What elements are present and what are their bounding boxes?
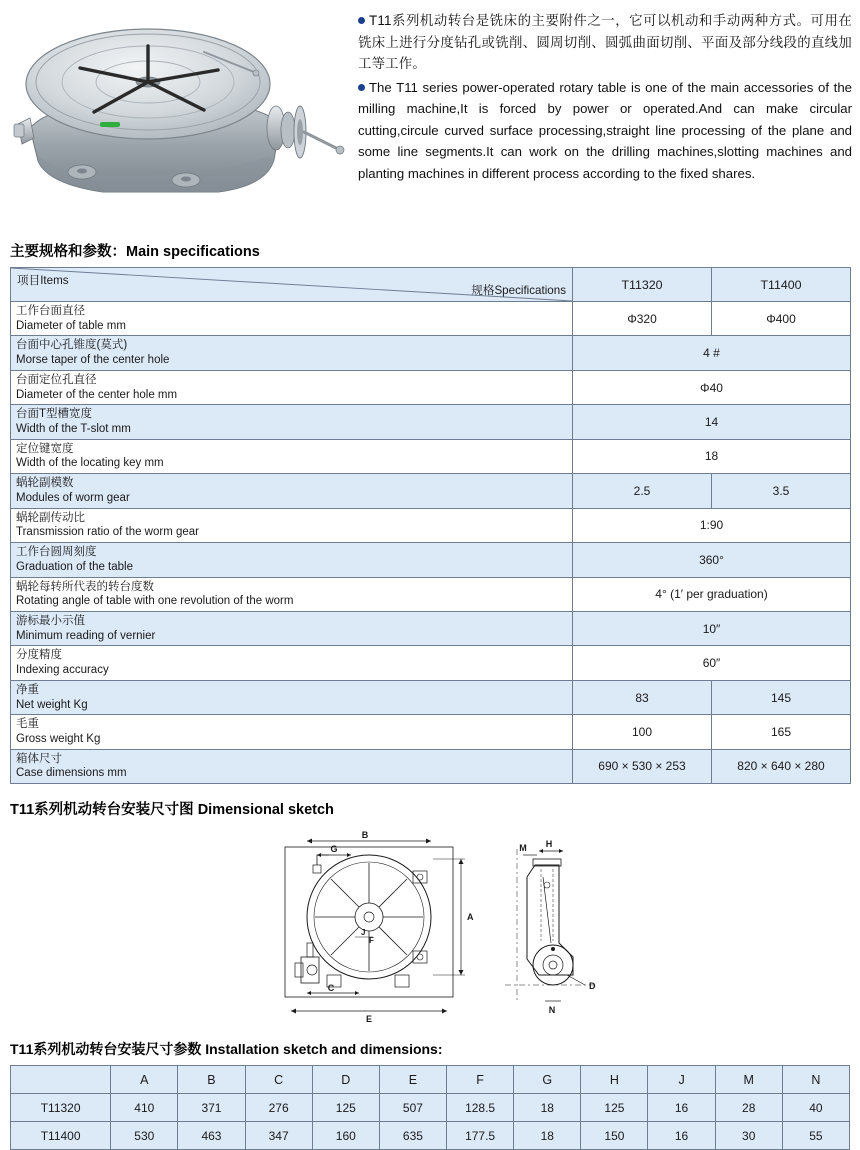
spec-item-en: Indexing accuracy [16,664,109,677]
spec-item [11,508,573,542]
spec-value-t11320: 2.5 [573,474,712,508]
installation-dimensions-table [10,1065,850,1150]
table-row [11,646,851,680]
dim-cell-m: 30 [715,1122,782,1150]
dimensional-sketch-drawing [255,825,635,1025]
spec-value-t11400: 165 [712,715,851,749]
dim-header-a: A [111,1066,178,1094]
spec-value-shared: 60″ [573,646,851,680]
dim-cell-f: 128.5 [447,1094,514,1122]
dim-cell-n: 55 [782,1122,849,1150]
dim-header-e: E [379,1066,446,1094]
sketch-label-j: J [361,928,366,938]
dim-cell-a: 530 [111,1122,178,1150]
spec-item [11,543,573,577]
dim-cell-e: 635 [379,1122,446,1150]
spec-value-t11400: Φ400 [712,302,851,336]
spec-item-en: Net weight Kg [16,698,88,711]
spec-item-cn: 箱体尺寸 [16,752,62,765]
spec-value-shared: 1:90 [573,508,851,542]
dim-cell-b: 371 [178,1094,245,1122]
dim-cell-a: 410 [111,1094,178,1122]
description-english-text: The T11 series power-operated rotary table is one of the main accessories of the milling machine,It is forced by power or operated.And can make circular cutting,circule curved surface processing,straight line processing of the plane and some line segments.It can work on the drilling machines,slotting machines and planting machines in different process according to the fixed shares. [358,80,852,181]
spec-header-diagonal-cell [11,268,573,302]
table-row [11,611,851,645]
dim-cell-j: 16 [648,1122,715,1150]
spec-item-cn: 分度精度 [16,649,62,662]
table-row [11,1094,850,1122]
spec-item-cn: 台面定位孔直径 [16,373,97,386]
sketch-label-m: M [519,843,527,854]
dim-cell-f: 177.5 [447,1122,514,1150]
spec-item [11,715,573,749]
spec-item-cn: 净重 [16,683,39,696]
sketch-label-h: H [545,839,553,850]
table-row [11,543,851,577]
spec-value-shared: 360° [573,543,851,577]
rotary-table-illustration [8,6,348,226]
spec-value-t11400: 820 × 640 × 280 [712,749,851,783]
spec-value-shared: 4 # [573,336,851,370]
dim-row-model: T11320 [11,1094,111,1122]
dim-cell-h: 150 [581,1122,648,1150]
dim-header-f: F [447,1066,514,1094]
spec-item-en: Modules of worm gear [16,491,130,504]
dimensional-sketch [255,825,635,1025]
dim-cell-d: 125 [312,1094,379,1122]
table-row [11,370,851,404]
dim-cell-e: 507 [379,1094,446,1122]
spec-value-t11320: 83 [573,680,712,714]
dim-cell-c: 347 [245,1122,312,1150]
spec-value-shared: Φ40 [573,370,851,404]
dim-header-h: H [581,1066,648,1094]
sketch-label-a: A [467,912,474,923]
spec-table-wrap [0,267,860,784]
table-row [11,474,851,508]
spec-items-label: 项目Items [17,274,69,287]
dim-cell-j: 16 [648,1094,715,1122]
dim-row-model: T11400 [11,1122,111,1150]
dim-cell-n: 40 [782,1094,849,1122]
spec-item-en: Case dimensions mm [16,767,127,780]
dim-header-d: D [312,1066,379,1094]
dimensional-sketch-area [0,825,860,1025]
spec-item [11,302,573,336]
spec-item-cn: 游标最小示值 [16,614,85,627]
spec-item-cn: 定位键宽度 [16,442,74,455]
dim-header-row [11,1066,850,1094]
spec-value-t11320: 100 [573,715,712,749]
sketch-section-heading: T11系列机动转台安装尺寸图 Dimensional sketch [10,802,334,819]
description-english [358,77,852,184]
spec-value-shared: 4° (1′ per graduation) [573,577,851,611]
spec-item-cn: 台面T型槽宽度 [16,408,93,421]
dim-header-n: N [782,1066,849,1094]
spec-item [11,577,573,611]
spec-item-en: Transmission ratio of the worm gear [16,526,200,539]
dim-header-j: J [648,1066,715,1094]
dim-section-heading: T11系列机动转台安装尺寸参数 Installation sketch and dimensions: [10,1041,443,1058]
spec-item-en: Graduation of the table [16,560,133,573]
spec-specs-label: 规格Specifications [471,284,566,297]
table-row [11,749,851,783]
spec-item [11,336,573,370]
spec-column-t11400: T11400 [712,268,851,302]
table-row [11,405,851,439]
spec-header-row [11,268,851,302]
dim-table-wrap [0,1065,860,1150]
spec-value-t11320: Φ320 [573,302,712,336]
dim-cell-m: 28 [715,1094,782,1122]
spec-item-en: Rotating angle of table with one revolution of the worm [16,595,294,608]
table-row [11,715,851,749]
spec-item [11,646,573,680]
spec-item-en: Diameter of table mm [16,319,126,332]
sketch-label-d: D [589,981,596,992]
bullet-icon [358,84,365,91]
spec-value-t11320: 690 × 530 × 253 [573,749,712,783]
dim-header-m: M [715,1066,782,1094]
spec-item-cn: 毛重 [16,718,39,731]
rotary-table-photo [8,6,348,226]
description-chinese [358,10,852,75]
bullet-icon [358,17,365,24]
spec-item-cn: 工作台面直径 [16,305,85,317]
dim-cell-g: 18 [514,1094,581,1122]
sketch-label-n: N [548,1005,556,1016]
spec-item [11,749,573,783]
table-row [11,577,851,611]
table-row [11,508,851,542]
dim-cell-c: 276 [245,1094,312,1122]
sketch-label-g: G [330,844,338,855]
spec-value-t11400: 145 [712,680,851,714]
dim-cell-d: 160 [312,1122,379,1150]
spec-value-shared: 10″ [573,611,851,645]
spec-section-heading: 主要规格和参数：Main specifications [10,244,260,260]
dim-header-b: B [178,1066,245,1094]
spec-item [11,405,573,439]
spec-item [11,680,573,714]
spec-item-cn: 蜗轮副传动比 [16,511,85,524]
dim-cell-g: 18 [514,1122,581,1150]
spec-item-en: Diameter of the center hole mm [16,388,178,401]
table-row [11,336,851,370]
description-block [358,6,852,226]
sketch-label-c: C [327,983,335,994]
spec-item-en: Morse taper of the center hole [16,354,170,367]
table-row [11,439,851,473]
table-row [11,302,851,336]
dim-cell-b: 463 [178,1122,245,1150]
spec-item-en: Width of the T-slot mm [16,423,131,436]
spec-item-cn: 蜗轮副模数 [16,477,74,490]
table-row [11,1122,850,1150]
spec-column-t11320: T11320 [573,268,712,302]
dim-cell-h: 125 [581,1094,648,1122]
spec-item-cn: 蜗轮每转所代表的转台度数 [16,580,154,593]
dim-header-g: G [514,1066,581,1094]
spec-item [11,370,573,404]
spec-item [11,439,573,473]
spec-value-shared: 14 [573,405,851,439]
sketch-label-f: F [369,936,374,946]
spec-item [11,474,573,508]
dim-header-model [11,1066,111,1094]
spec-item-en: Width of the locating key mm [16,457,164,470]
spec-value-shared: 18 [573,439,851,473]
sketch-label-e: E [365,1014,373,1025]
spec-item-cn: 台面中心孔锥度(莫式) [16,339,128,352]
spec-item-en: Gross weight Kg [16,732,101,745]
table-row [11,680,851,714]
spec-value-t11400: 3.5 [712,474,851,508]
description-chinese-text: T11系列机动转台是铣床的主要附件之一，它可以机动和手动两种方式。可用在铣床上进行分度钻孔或铣削、圆周切削、圆弧曲面切削、平面及部分线段的直线加工等工作。 [358,13,852,72]
spec-item [11,611,573,645]
spec-item-cn: 工作台圆周刻度 [16,546,97,559]
main-specifications-table [10,267,851,784]
top-section [0,0,860,226]
spec-item-en: Minimum reading of vernier [16,629,156,642]
sketch-label-b: B [361,830,369,841]
dim-header-c: C [245,1066,312,1094]
